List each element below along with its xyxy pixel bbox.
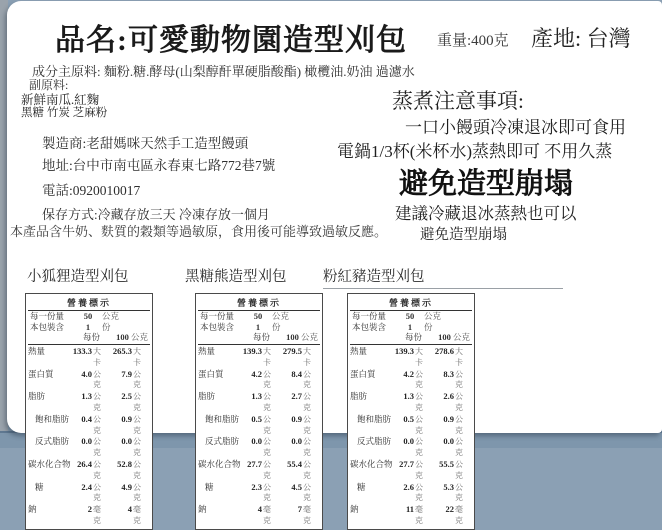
- per-100g-value: 8.3: [443, 368, 454, 379]
- per-serving-value: 0.4: [81, 413, 92, 424]
- nutrient-row: [28, 436, 150, 459]
- per-100g-value: 8.4: [291, 368, 302, 379]
- nutrient-label: 反式脂肪: [205, 436, 240, 447]
- serving-size-row: [28, 311, 150, 322]
- per-serving-unit: 公克: [415, 437, 423, 458]
- per-serving-column-header: 每份: [404, 332, 422, 342]
- per-100g-unit: 公克: [133, 414, 141, 435]
- nutrient-row: [350, 504, 472, 527]
- per-100g-column-value: 100: [286, 332, 299, 342]
- per-serving-value: 0.0: [403, 436, 414, 447]
- per-serving-unit: 毫克: [415, 505, 423, 525]
- nutrient-label: 碳水化合物: [350, 458, 393, 469]
- per-serving-unit: 公克: [93, 369, 101, 390]
- per-serving-unit: 公克: [93, 414, 101, 435]
- per-serving-value: 133.3: [72, 346, 92, 356]
- per-100g-unit: 毫克: [303, 505, 311, 525]
- per-serving-value: 0.5: [403, 413, 414, 424]
- per-serving-value: 4.0: [81, 368, 92, 379]
- per-100g-unit: 大卡: [455, 347, 463, 367]
- per-serving-value: 11: [405, 504, 414, 515]
- nutrition-table-title: 營養標示: [350, 295, 472, 311]
- per-serving-unit: 公克: [263, 437, 271, 458]
- per-serving-unit: 公克: [263, 482, 271, 503]
- steaming-line2: 電鍋1/3杯(米杯水)蒸熱即可 不用久蒸: [337, 142, 613, 161]
- per-100g-value: 0.0: [291, 436, 302, 447]
- nutrient-row: [350, 482, 472, 505]
- package-count-unit: 份: [272, 321, 281, 332]
- package-count-value: 1: [255, 321, 261, 332]
- nutrient-label: 鈉: [28, 504, 37, 515]
- serving-size-value: 50: [405, 311, 415, 321]
- per-100g-unit: 公克: [303, 392, 311, 412]
- steaming-heading: 蒸煮注意事項:: [392, 89, 524, 113]
- package-count-label: 本包裝含: [352, 321, 387, 332]
- nutrient-label: 蛋白質: [198, 368, 224, 379]
- per-100g-value: 0.0: [443, 436, 454, 447]
- per-100g-unit: 公克: [303, 369, 311, 390]
- nutrient-rows: [350, 345, 472, 527]
- divider-line: [323, 288, 563, 289]
- serving-size-unit: 公克: [102, 311, 120, 321]
- per-100g-unit: 公克: [455, 369, 463, 390]
- steaming-warning-large: 避免造型崩塌: [399, 168, 574, 200]
- variant-header-bear: 黑糖熊造型刈包: [185, 269, 287, 285]
- column-header-row: [28, 332, 150, 345]
- nutrient-label: 鈉: [350, 504, 359, 515]
- nutrient-row: [198, 504, 320, 527]
- nutrition-table: [347, 293, 475, 530]
- nutrient-rows: [198, 345, 320, 527]
- nutrition-tables-container: [7, 293, 662, 525]
- package-count-unit: 份: [424, 321, 433, 332]
- package-count-unit: 份: [102, 321, 111, 332]
- per-100g-column-unit: 公克: [130, 332, 148, 342]
- package-count-label: 本包裝含: [200, 321, 235, 332]
- nutrient-label: 碳水化合物: [198, 458, 241, 469]
- manufacturer-address: 地址:台中市南屯區永春東七路772巷7號: [42, 158, 276, 173]
- per-100g-value: 265.3: [112, 346, 132, 356]
- nutrient-label: 糖: [35, 481, 44, 492]
- servings-per-package-row: [28, 322, 150, 333]
- per-100g-value: 4: [127, 504, 132, 515]
- product-title: 品名:可愛動物園造型刈包: [55, 24, 407, 57]
- serving-size-row: [350, 311, 472, 322]
- per-serving-unit: 公克: [263, 369, 271, 390]
- per-100g-value: 2.6: [443, 391, 454, 402]
- per-100g-unit: 公克: [133, 482, 141, 503]
- per-100g-value: 2.7: [291, 391, 302, 402]
- per-serving-value: 139.3: [394, 346, 414, 356]
- per-serving-value: 2: [87, 504, 92, 515]
- per-serving-value: 27.7: [247, 458, 262, 469]
- nutrient-row: [198, 436, 320, 459]
- nutrient-label: 熱量: [198, 346, 216, 356]
- product-origin: 產地: 台灣: [531, 26, 631, 51]
- per-100g-value: 0.9: [291, 413, 302, 424]
- nutrient-label: 脂肪: [28, 391, 46, 402]
- per-serving-value: 0.5: [251, 413, 262, 424]
- per-serving-value: 0.0: [251, 436, 262, 447]
- per-100g-value: 52.8: [117, 458, 132, 469]
- nutrient-row: [198, 482, 320, 505]
- per-100g-unit: 公克: [455, 437, 463, 458]
- per-100g-unit: 毫克: [133, 505, 141, 525]
- nutrient-label: 蛋白質: [28, 368, 54, 379]
- nutrition-table: [25, 293, 153, 530]
- nutrient-row: [198, 391, 320, 414]
- nutrient-label: 碳水化合物: [28, 458, 71, 469]
- steaming-line1: 一口小饅頭冷凍退冰即可食用: [405, 118, 626, 137]
- nutrient-row: [198, 369, 320, 392]
- per-serving-value: 2.6: [403, 481, 414, 492]
- nutrient-row: [198, 459, 320, 482]
- per-serving-unit: 大卡: [263, 347, 271, 367]
- nutrition-table-title: 營養標示: [28, 295, 150, 311]
- per-100g-value: 7: [297, 504, 302, 515]
- steaming-line4: 避免造型崩塌: [420, 227, 507, 243]
- per-serving-unit: 大卡: [415, 347, 423, 367]
- per-serving-value: 4.2: [403, 368, 414, 379]
- per-100g-value: 55.4: [287, 458, 302, 469]
- nutrient-row: [28, 504, 150, 527]
- per-100g-unit: 大卡: [133, 347, 141, 367]
- column-header-row: [350, 332, 472, 345]
- package-count-value: 1: [407, 321, 413, 332]
- manufacturer-name: 製造商:老甜媽咪天然手工造型饅頭: [42, 136, 249, 151]
- per-100g-value: 279.5: [282, 346, 302, 356]
- serving-size-unit: 公克: [272, 311, 290, 321]
- per-serving-value: 0.0: [81, 436, 92, 447]
- product-label-panel: [7, 1, 662, 525]
- per-100g-value: 4.9: [121, 481, 132, 492]
- nutrient-label: 飽和脂肪: [357, 413, 392, 424]
- nutrient-rows: [28, 345, 150, 527]
- per-100g-column-unit: 公克: [452, 332, 470, 342]
- per-100g-unit: 公克: [133, 369, 141, 390]
- per-serving-unit: 公克: [415, 414, 423, 435]
- per-100g-column-value: 100: [116, 332, 129, 342]
- per-serving-unit: 公克: [415, 369, 423, 390]
- nutrient-row: [350, 414, 472, 437]
- nutrient-row: [198, 346, 320, 369]
- per-100g-value: 0.9: [121, 413, 132, 424]
- nutrient-row: [28, 391, 150, 414]
- per-serving-unit: 公克: [263, 459, 271, 480]
- product-weight: 重量:400克: [437, 33, 509, 49]
- per-100g-value: 2.5: [121, 391, 132, 402]
- serving-size-label: 每一份量: [200, 311, 235, 321]
- variant-header-pig: 粉紅豬造型刈包: [323, 269, 425, 285]
- per-serving-unit: 毫克: [93, 505, 101, 525]
- per-serving-value: 2.3: [251, 481, 262, 492]
- per-serving-column-header: 每份: [252, 332, 270, 342]
- ingredients-secondary-line1: 新鮮南瓜.紅麴: [21, 93, 100, 107]
- serving-size-value: 50: [83, 311, 93, 321]
- nutrient-row: [350, 436, 472, 459]
- nutrient-row: [28, 459, 150, 482]
- per-100g-value: 55.5: [439, 458, 454, 469]
- nutrient-row: [350, 369, 472, 392]
- per-serving-value: 26.4: [77, 458, 92, 469]
- per-serving-unit: 公克: [93, 437, 101, 458]
- per-serving-value: 1.3: [251, 391, 262, 402]
- nutrient-row: [28, 346, 150, 369]
- per-serving-unit: 公克: [263, 392, 271, 412]
- per-serving-unit: 公克: [263, 414, 271, 435]
- ingredients-secondary-label: 副原料:: [29, 78, 69, 92]
- per-100g-value: 0.9: [443, 413, 454, 424]
- serving-size-label: 每一份量: [30, 311, 65, 321]
- nutrient-label: 飽和脂肪: [35, 413, 70, 424]
- per-100g-value: 4.5: [291, 481, 302, 492]
- per-100g-value: 5.3: [443, 481, 454, 492]
- per-100g-unit: 公克: [133, 459, 141, 480]
- nutrient-row: [350, 391, 472, 414]
- serving-size-row: [198, 311, 320, 322]
- serving-size-label: 每一份量: [352, 311, 387, 321]
- per-100g-unit: 大卡: [303, 347, 311, 367]
- per-serving-value: 1.3: [403, 391, 414, 402]
- nutrient-label: 蛋白質: [350, 368, 376, 379]
- nutrient-row: [28, 369, 150, 392]
- per-serving-unit: 公克: [93, 482, 101, 503]
- per-100g-unit: 公克: [455, 459, 463, 480]
- per-serving-value: 4: [257, 504, 262, 515]
- per-100g-unit: 公克: [455, 482, 463, 503]
- nutrient-row: [28, 482, 150, 505]
- nutrition-table: [195, 293, 323, 530]
- nutrient-row: [350, 459, 472, 482]
- nutrient-label: 脂肪: [350, 391, 368, 402]
- per-100g-unit: 公克: [303, 437, 311, 458]
- nutrient-label: 飽和脂肪: [205, 413, 240, 424]
- per-100g-unit: 公克: [303, 482, 311, 503]
- per-serving-value: 139.3: [242, 346, 262, 356]
- nutrient-label: 脂肪: [198, 391, 216, 402]
- allergen-warning: 本產品含牛奶、麩質的穀類等過敏原，食用後可能導致過敏反應。: [10, 224, 388, 239]
- servings-per-package-row: [198, 322, 320, 333]
- package-count-value: 1: [85, 321, 91, 332]
- per-serving-value: 4.2: [251, 368, 262, 379]
- servings-per-package-row: [350, 322, 472, 333]
- per-serving-column-header: 每份: [82, 332, 100, 342]
- per-100g-value: 22: [445, 504, 454, 515]
- per-100g-unit: 公克: [455, 392, 463, 412]
- per-serving-unit: 大卡: [93, 347, 101, 367]
- per-100g-value: 278.6: [434, 346, 454, 356]
- per-100g-value: 7.9: [121, 368, 132, 379]
- nutrient-row: [28, 414, 150, 437]
- per-serving-value: 27.7: [399, 458, 414, 469]
- per-serving-unit: 公克: [93, 459, 101, 480]
- column-header-row: [198, 332, 320, 345]
- nutrient-label: 鈉: [198, 504, 207, 515]
- nutrient-label: 熱量: [28, 346, 46, 356]
- per-100g-value: 0.0: [121, 436, 132, 447]
- per-100g-unit: 毫克: [455, 505, 463, 525]
- steaming-line3: 建議冷藏退冰蒸熱也可以: [395, 204, 577, 223]
- manufacturer-phone: 電話:0920010017: [42, 183, 141, 198]
- per-serving-unit: 毫克: [263, 505, 271, 525]
- variant-header-fox: 小狐狸造型刈包: [27, 269, 129, 285]
- per-serving-unit: 公克: [93, 392, 101, 412]
- per-100g-unit: 公克: [303, 414, 311, 435]
- package-count-label: 本包裝含: [30, 321, 65, 332]
- nutrient-label: 反式脂肪: [357, 436, 392, 447]
- nutrient-row: [350, 346, 472, 369]
- per-serving-unit: 公克: [415, 482, 423, 503]
- per-serving-value: 2.4: [81, 481, 92, 492]
- per-100g-unit: 公克: [455, 414, 463, 435]
- serving-size-value: 50: [253, 311, 263, 321]
- nutrient-label: 糖: [357, 481, 366, 492]
- nutrient-label: 糖: [205, 481, 214, 492]
- serving-size-unit: 公克: [424, 311, 442, 321]
- per-100g-unit: 公克: [303, 459, 311, 480]
- ingredients-secondary-line2: 黑糖 竹炭 芝麻粉: [21, 107, 108, 119]
- per-serving-unit: 公克: [415, 392, 423, 412]
- per-100g-unit: 公克: [133, 392, 141, 412]
- nutrient-label: 反式脂肪: [35, 436, 70, 447]
- ingredients-main: 成分主原料: 麵粉.糖.酵母(山梨醇酐單硬脂酸酯) 橄欖油.奶油 過濾水: [32, 64, 415, 79]
- per-serving-value: 1.3: [81, 391, 92, 402]
- nutrition-table-title: 營養標示: [198, 295, 320, 311]
- storage-instructions: 保存方式:冷藏存放三天 冷凍存放一個月: [42, 207, 270, 222]
- per-100g-unit: 公克: [133, 437, 141, 458]
- nutrient-label: 熱量: [350, 346, 368, 356]
- per-100g-column-value: 100: [438, 332, 451, 342]
- per-serving-unit: 公克: [415, 459, 423, 480]
- per-100g-column-unit: 公克: [300, 332, 318, 342]
- nutrient-row: [198, 414, 320, 437]
